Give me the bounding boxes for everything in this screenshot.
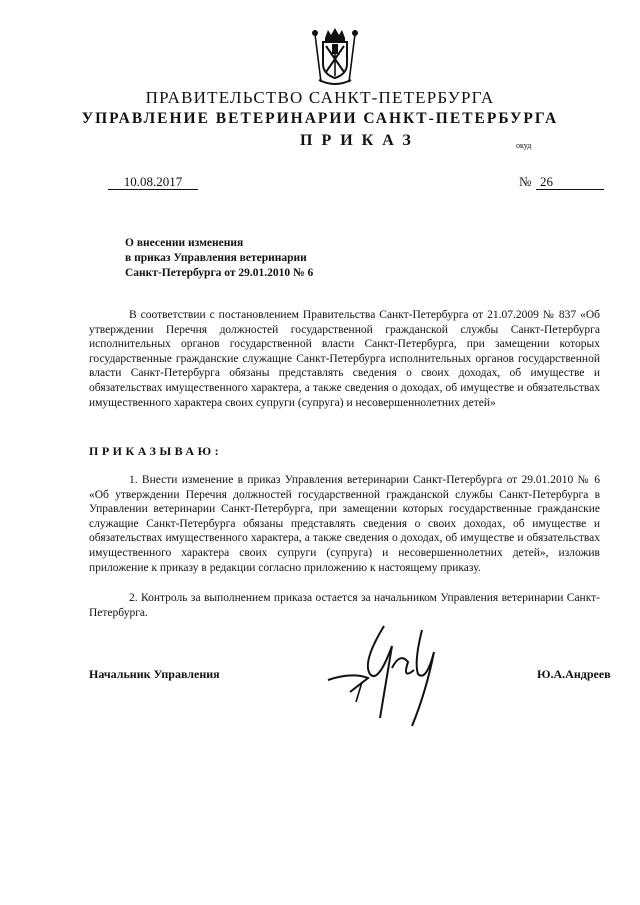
subject-line: О внесении изменения bbox=[125, 237, 244, 249]
document-type: ПРИКАЗ bbox=[300, 132, 420, 149]
order-date: 10.08.2017 bbox=[108, 175, 198, 190]
order-directive: ПРИКАЗЫВАЮ: bbox=[89, 444, 223, 458]
order-item-1: 1. Внести изменение в приказ Управления ветеринарии Санкт-Петербурга от 29.01.2010 № 6 «Об утверждении Перечня должностей государственной гражданской службы Санкт-Петербурга в Управлении ветеринарии Санкт-Петербурга, при замещении которых государственные гражданские служащие Санкт-Петербурга обязаны представлять сведения о своих доходах, об имуществе и обязательствах имущественного характера, а также сведения о доходах, об имуществе и обязательствах имущественного характера своих супруги (супруга) и несовершеннолетних детей», изложив приложение к приказу в редакции согласно приложению к настоящему приказу. bbox=[89, 474, 600, 574]
handwritten-signature bbox=[322, 622, 442, 734]
signatory-title: Начальник Управления bbox=[89, 667, 220, 681]
government-heading: ПРАВИТЕЛЬСТВО САНКТ-ПЕТЕРБУРГА bbox=[145, 88, 495, 107]
order-subject bbox=[125, 236, 313, 281]
subject-line: Санкт-Петербурга от 29.01.2010 № 6 bbox=[125, 267, 314, 279]
st-petersburg-coat-of-arms-icon bbox=[311, 26, 359, 88]
preamble-paragraph: В соответствии с постановлением Правительства Санкт-Петербурга от 21.07.2009 № 837 «Об утверждении Перечня должностей государственной гражданской службы Санкт-Петербурга исполнительных органов государственной власти Санкт-Петербурга, при замещении которых государственные гражданские служащие Санкт-Петербурга исполнительных органов государственной власти Санкт-Петербурга обязаны представлять сведения о своих доходах, об имуществе и обязательствах имущественного характера, а также сведения о доходах, об имуществе и обязательствах имущественного характера своих супруги (супруга) и несовершеннолетних детей» bbox=[89, 309, 600, 409]
order-number-label: № bbox=[519, 174, 532, 189]
okud-label: окуд bbox=[516, 141, 532, 150]
order-number: 26 bbox=[536, 175, 604, 190]
department-heading: УПРАВЛЕНИЕ ВЕТЕРИНАРИИ САНКТ-ПЕТЕРБУРГА bbox=[81, 110, 559, 127]
signatory-name: Ю.А.Андреев bbox=[537, 667, 611, 681]
order-item-2: 2. Контроль за выполнением приказа остается за начальником Управления ветеринарии Санкт-Петербурга. bbox=[89, 592, 600, 619]
subject-line: в приказ Управления ветеринарии bbox=[125, 252, 307, 264]
